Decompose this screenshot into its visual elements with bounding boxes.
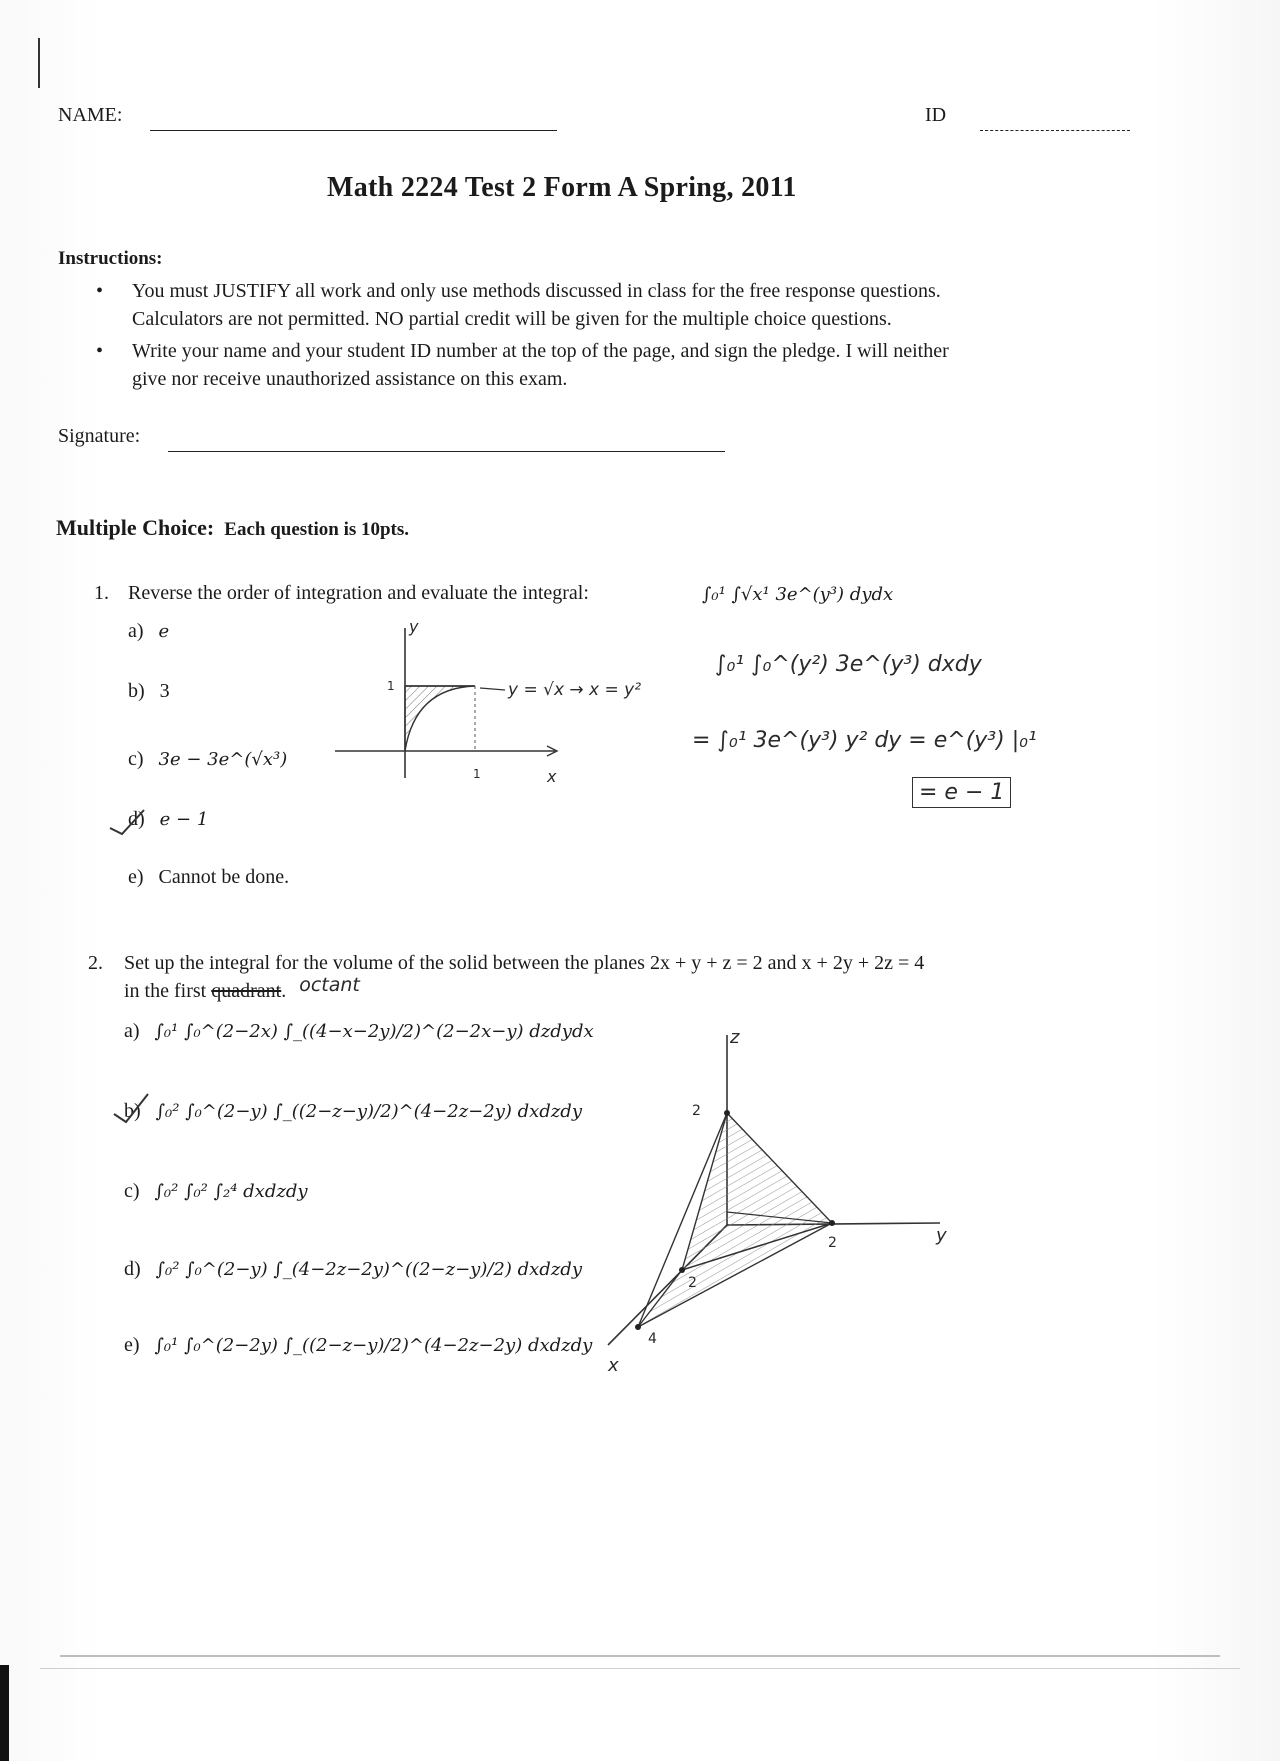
mc-heading [56,515,409,541]
scan-bottom-line [60,1655,1220,1657]
mc-heading-label: Multiple Choice: [56,515,215,540]
q2-z-tick: 2 [692,1103,701,1119]
q1-curve-note: y = √x → x = y² [508,680,642,700]
id-label: ID [925,104,947,126]
q1-choice-b-text: 3 [159,680,170,702]
q1-choice-d-text: e − 1 [159,809,209,830]
q2-choice-b-text: ∫₀² ∫₀^(2−y) ∫_((2−z−y)/2)^(4−2z−2y) dxdzdy [155,1101,582,1122]
q1-work-line-2: = ∫₀¹ 3e^(y³) y² dy = e^(y³) |₀¹ [692,728,1037,753]
q2-choice-a[interactable] [124,1020,594,1043]
q1-sketch-x-tick: 1 [473,767,481,781]
page-title: Math 2224 Test 2 Form A Spring, 2011 [327,172,797,203]
signature-label: Signature: [58,425,141,447]
q2-z-label: z [730,1027,740,1048]
q1-work-answer [912,780,1011,805]
id-field[interactable] [980,130,1130,131]
q1-choice-a-letter: a) [128,620,144,642]
bullet-1-line-1: You must JUSTIFY all work and only use methods discussed in class for the free response questions. [132,280,941,302]
q1-choice-c-letter: c) [128,748,144,770]
q1-choice-e[interactable] [128,866,289,889]
q2-number: 2. [88,952,103,974]
bullet-2: • [96,340,104,362]
q2-choice-d-text: ∫₀² ∫₀^(2−y) ∫_(4−2z−2y)^((2−z−y)/2) dxdzdy [155,1259,582,1280]
q1-sketch-region [405,686,475,751]
q1-work-answer-text: = e − 1 [912,777,1011,808]
q2-choice-c-letter: c) [124,1180,140,1202]
q2-choice-a-letter: a) [124,1020,140,1042]
scan-binding-edge [0,1665,9,1761]
q1-sketch-x-label: x [547,767,557,786]
q2-y-tick: 2 [828,1235,837,1251]
signature-field[interactable] [168,451,725,452]
q1-prompt: Reverse the order of integration and evaluate the integral: [128,582,589,604]
q2-choice-e-letter: e) [124,1334,140,1356]
q2-point-y [829,1220,835,1226]
q2-x-tick-far: 4 [648,1331,657,1347]
q2-solid-sketch [600,1025,960,1385]
q2-period: . [281,980,287,1002]
q2-prompt-line-2-start: in the first [124,980,207,1002]
q1-choice-d-letter: d) [128,808,145,830]
q1-work-line-1: ∫₀¹ ∫₀^(y²) 3e^(y³) dxdy [715,652,982,677]
q1-choice-e-text: Cannot be done. [158,866,290,888]
q2-choice-e[interactable] [124,1334,592,1357]
q2-choice-c[interactable] [124,1180,308,1203]
q2-x-tick-near: 2 [688,1275,697,1291]
q2-prompt-line-2 [124,974,360,1003]
q2-point-x2 [679,1267,685,1273]
q2-y-label: y [936,1225,947,1246]
instructions-heading: Instructions: [58,248,163,269]
q2-x-label: x [608,1355,619,1376]
q2-choice-b-letter: b) [124,1100,141,1122]
q1-choice-c-text: 3e − 3e^(√x³) [158,749,288,770]
q1-choice-b[interactable] [128,680,170,703]
scan-mark [38,38,40,88]
q2-choice-b[interactable] [124,1100,582,1123]
q1-choice-e-letter: e) [128,866,144,888]
bullet-1-line-2: Calculators are not permitted. NO partial credit will be given for the multiple choice questions. [132,308,892,330]
mc-points: Each question is 10pts. [224,519,410,540]
q1-choice-b-letter: b) [128,680,145,702]
q1-choice-a-text: e [158,621,170,642]
q2-point-z [724,1110,730,1116]
q2-choice-d[interactable] [124,1258,582,1281]
q2-struck-word: quadrant [211,980,282,1002]
bullet-1: • [96,280,104,302]
q2-prompt-line-1: Set up the integral for the volume of the solid between the planes 2x + y + z = 2 and x + 2y + 2z = 4 [124,952,925,974]
scan-bottom-line-2 [40,1668,1240,1669]
q1-choice-c[interactable] [128,748,287,771]
q2-point-x4 [635,1324,641,1330]
q1-choice-a[interactable] [128,620,169,643]
q1-integral: ∫₀¹ ∫√x¹ 3e^(y³) dydx [702,584,894,605]
name-label: NAME: [58,104,123,126]
q2-choice-a-text: ∫₀¹ ∫₀^(2−2x) ∫_((4−x−2y)/2)^(2−2x−y) dzdydx [154,1021,594,1042]
bullet-2-line-2: give nor receive unauthorized assistance on this exam. [132,368,568,390]
q1-sketch-y-label: y [409,617,419,636]
q2-choice-e-text: ∫₀¹ ∫₀^(2−2y) ∫_((2−z−y)/2)^(4−2z−2y) dxdzdy [154,1335,593,1356]
q1-sketch-pointer [480,688,505,690]
q1-sketch-y-tick: 1 [387,679,395,693]
q2-check-mark [112,1092,152,1126]
q1-region-sketch [335,618,655,798]
q2-choice-c-text: ∫₀² ∫₀² ∫₂⁴ dxdzdy [154,1181,308,1202]
bullet-2-line-1: Write your name and your student ID number at the top of the page, and sign the pledge. I will neither [132,340,949,362]
q1-number: 1. [94,582,109,604]
q1-check-mark [108,808,148,838]
q2-choice-d-letter: d) [124,1258,141,1280]
q2-hand-correction: octant [299,974,360,996]
name-field[interactable] [150,130,557,131]
